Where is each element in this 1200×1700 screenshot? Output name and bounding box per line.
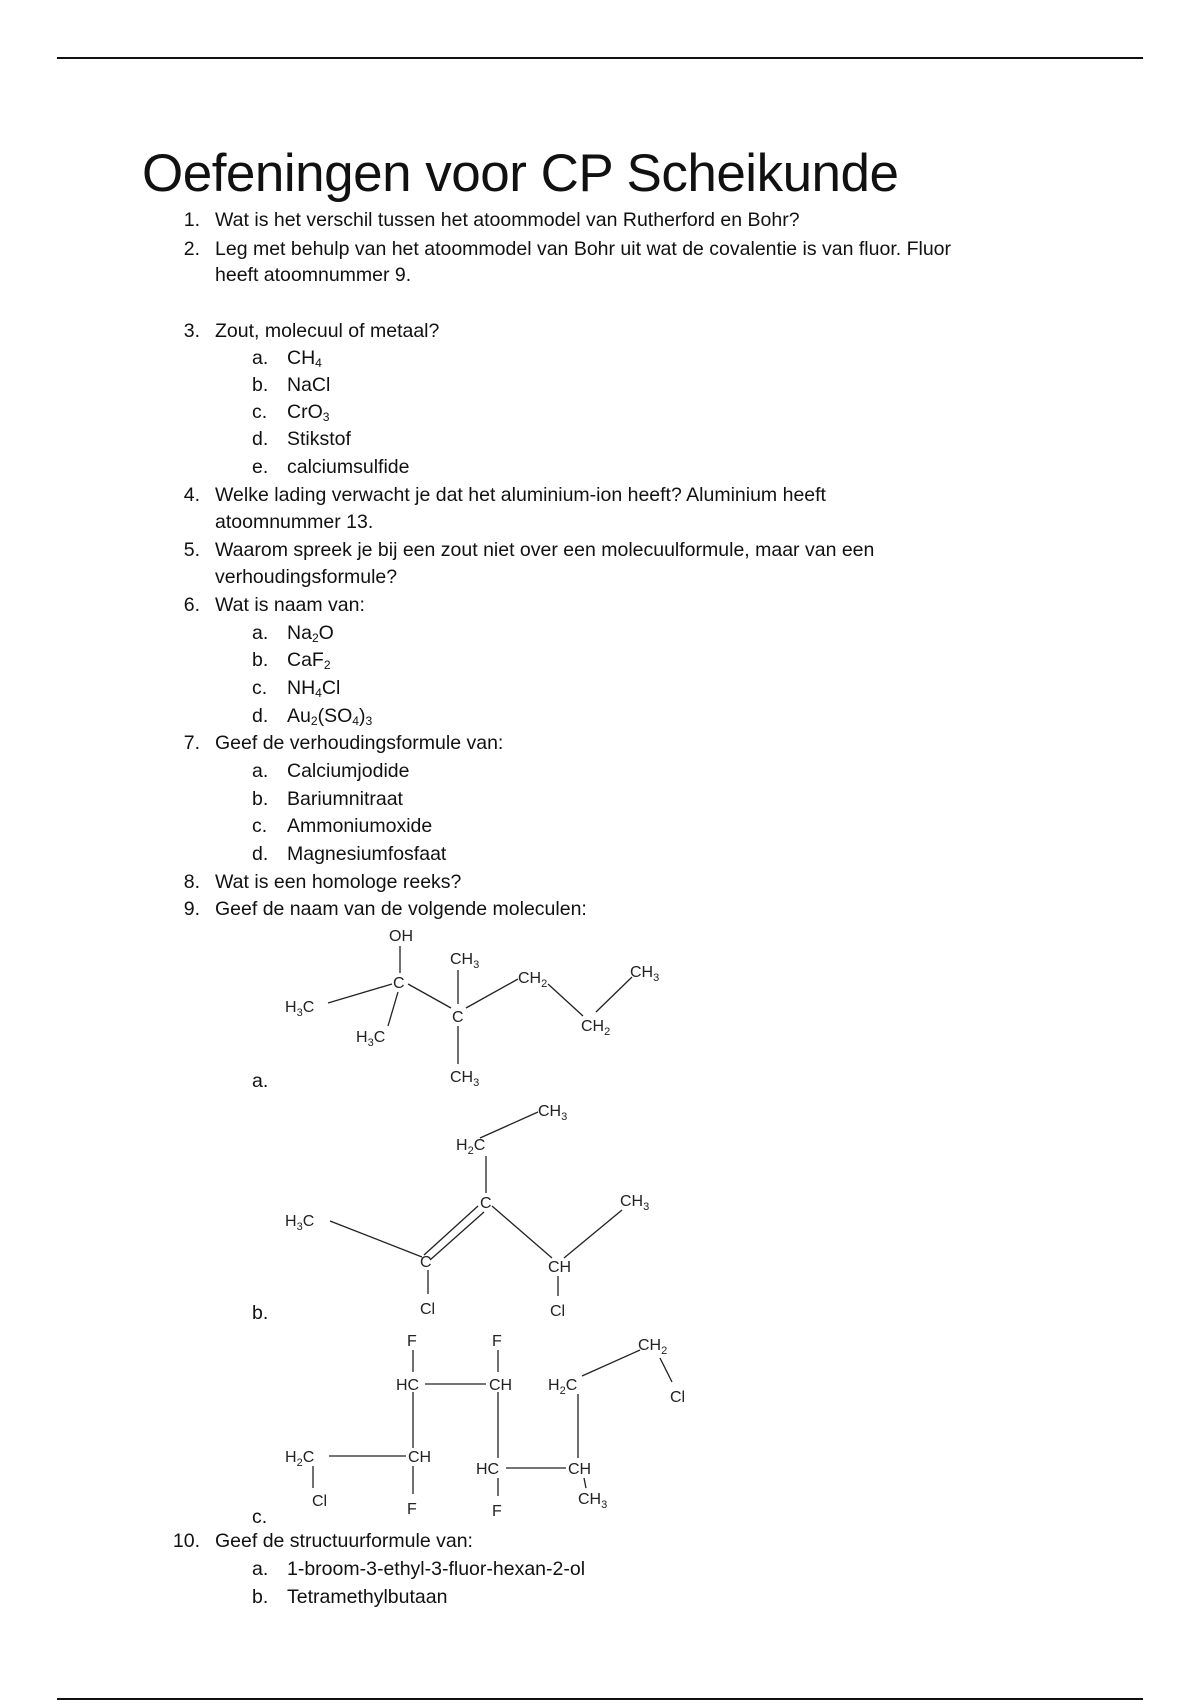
f-label: F (492, 1503, 502, 1520)
formula: CrO$_3$ (287, 401, 330, 425)
carbon-label: C (420, 1254, 432, 1271)
formula: NaCl (287, 374, 331, 396)
option-label: e. (252, 456, 269, 478)
question-text: Waarom spreek je bij een zout niet over een molecuulformule, maar van een (215, 539, 875, 561)
option-label: d. (252, 705, 269, 727)
question-text: Leg met behulp van het atoommodel van Bohr uit wat de covalentie is van fluor. Fluor (215, 238, 952, 260)
option-text: Tetramethylbutaan (287, 1586, 448, 1608)
formula: $Au_2(SO_4)_3$ (287, 705, 373, 729)
question-text: Geef de verhoudingsformule van: (215, 732, 504, 754)
ch2-label: $CH_2$ (518, 970, 548, 990)
formula: $Na_2O$ (287, 622, 334, 646)
f-label: F (407, 1333, 417, 1350)
ch3-label: $CH_3$ (450, 1069, 480, 1089)
cl-label: Cl (670, 1389, 686, 1406)
question-text: Wat is het verschil tussen het atoommodel van Rutherford en Bohr? (215, 209, 800, 231)
question-text: Welke lading verwacht je dat het aluminium-ion heeft? Aluminium heeft (215, 484, 826, 506)
option-text: Stikstof (287, 428, 351, 450)
question-number: 1. (183, 209, 200, 231)
carbon-label: C (393, 975, 405, 992)
oh-label: OH (389, 928, 413, 945)
hc-label: HC (476, 1461, 500, 1478)
h2c-label: $H_2C$ (456, 1137, 486, 1157)
formula: $CH_4$ (287, 347, 322, 371)
question-text: Geef de naam van de volgende moleculen: (215, 898, 587, 920)
page-title: Oefeningen voor CP Scheikunde (142, 144, 899, 203)
option-label: c. (252, 1506, 268, 1528)
option-text: Calciumjodide (287, 760, 410, 782)
question-number: 3. (183, 320, 200, 342)
option-label: b. (252, 649, 269, 671)
formula: CaF$_2$ (287, 649, 331, 673)
ch3-label: $CH_3$ (450, 951, 480, 971)
h3c-label: $H_3C$ (356, 1029, 386, 1049)
question-number: 8. (183, 871, 200, 893)
ch-label: CH (408, 1449, 432, 1466)
carbon-label: C (480, 1195, 492, 1212)
option-label: c. (252, 677, 268, 699)
option-text: Bariumnitraat (287, 788, 403, 810)
question-number: 10. (172, 1530, 200, 1552)
cl-label: Cl (550, 1303, 566, 1320)
formula: $NH_4Cl$ (287, 677, 341, 701)
h3c-label: $H_3C$ (285, 1213, 315, 1233)
option-label: b. (252, 1586, 269, 1608)
option-label: b. (252, 788, 269, 810)
question-number: 9. (183, 898, 200, 920)
cl-label: Cl (420, 1301, 436, 1318)
question-number: 2. (183, 238, 200, 260)
question-text: Wat is een homologe reeks? (215, 871, 462, 893)
option-label: b. (252, 374, 269, 396)
ch3-label: $CH_3$ (578, 1491, 608, 1511)
bond (660, 1358, 672, 1382)
option-text: 1-broom-3-ethyl-3-fluor-hexan-2-ol (287, 1558, 586, 1580)
option-label: d. (252, 428, 269, 450)
ch3-label: $CH_3$ (538, 1103, 568, 1123)
ch2-label: $CH_2$ (581, 1018, 611, 1038)
question-text: verhoudingsformule? (215, 566, 398, 588)
option-label: a. (252, 760, 269, 782)
question-number: 4. (183, 484, 200, 506)
option-text: Magnesiumfosfaat (287, 843, 447, 865)
option-label: a. (252, 622, 269, 644)
question-text: Zout, molecuul of metaal? (215, 320, 440, 342)
option-label: a. (252, 1558, 269, 1580)
f-label: F (407, 1501, 417, 1518)
option-label: a. (252, 347, 269, 369)
option-label: d. (252, 843, 269, 865)
option-label: a. (252, 1070, 269, 1092)
hc-label: HC (396, 1377, 420, 1394)
question-number: 5. (183, 539, 200, 561)
option-text: calciumsulfide (287, 456, 410, 478)
option-text: Ammoniumoxide (287, 815, 433, 837)
ch2-label: $CH_2$ (638, 1337, 668, 1357)
bond (582, 1350, 640, 1376)
question-text: Geef de structuurformule van: (215, 1530, 473, 1552)
question-number: 7. (183, 732, 200, 754)
h2c-label: $H_2C$ (285, 1449, 315, 1469)
ch3-label: $CH_3$ (620, 1193, 650, 1213)
option-label: b. (252, 1302, 269, 1324)
bond (584, 1478, 586, 1488)
f-label: F (492, 1333, 502, 1350)
ch-label: CH (489, 1377, 513, 1394)
question-text: Wat is naam van: (215, 594, 365, 616)
carbon-label: C (452, 1009, 464, 1026)
h2c-label: $H_2C$ (548, 1377, 578, 1397)
question-text: heeft atoomnummer 9. (215, 264, 412, 286)
question-text: atoomnummer 13. (215, 511, 374, 533)
ch-label: CH (548, 1259, 572, 1276)
question-number: 6. (183, 594, 200, 616)
option-label: c. (252, 401, 268, 423)
ch3-label: $CH_3$ (630, 964, 660, 984)
h3c-label: $H_3C$ (285, 999, 315, 1019)
cl-label: Cl (312, 1493, 328, 1510)
option-label: c. (252, 815, 268, 837)
ch-label: CH (568, 1461, 592, 1478)
